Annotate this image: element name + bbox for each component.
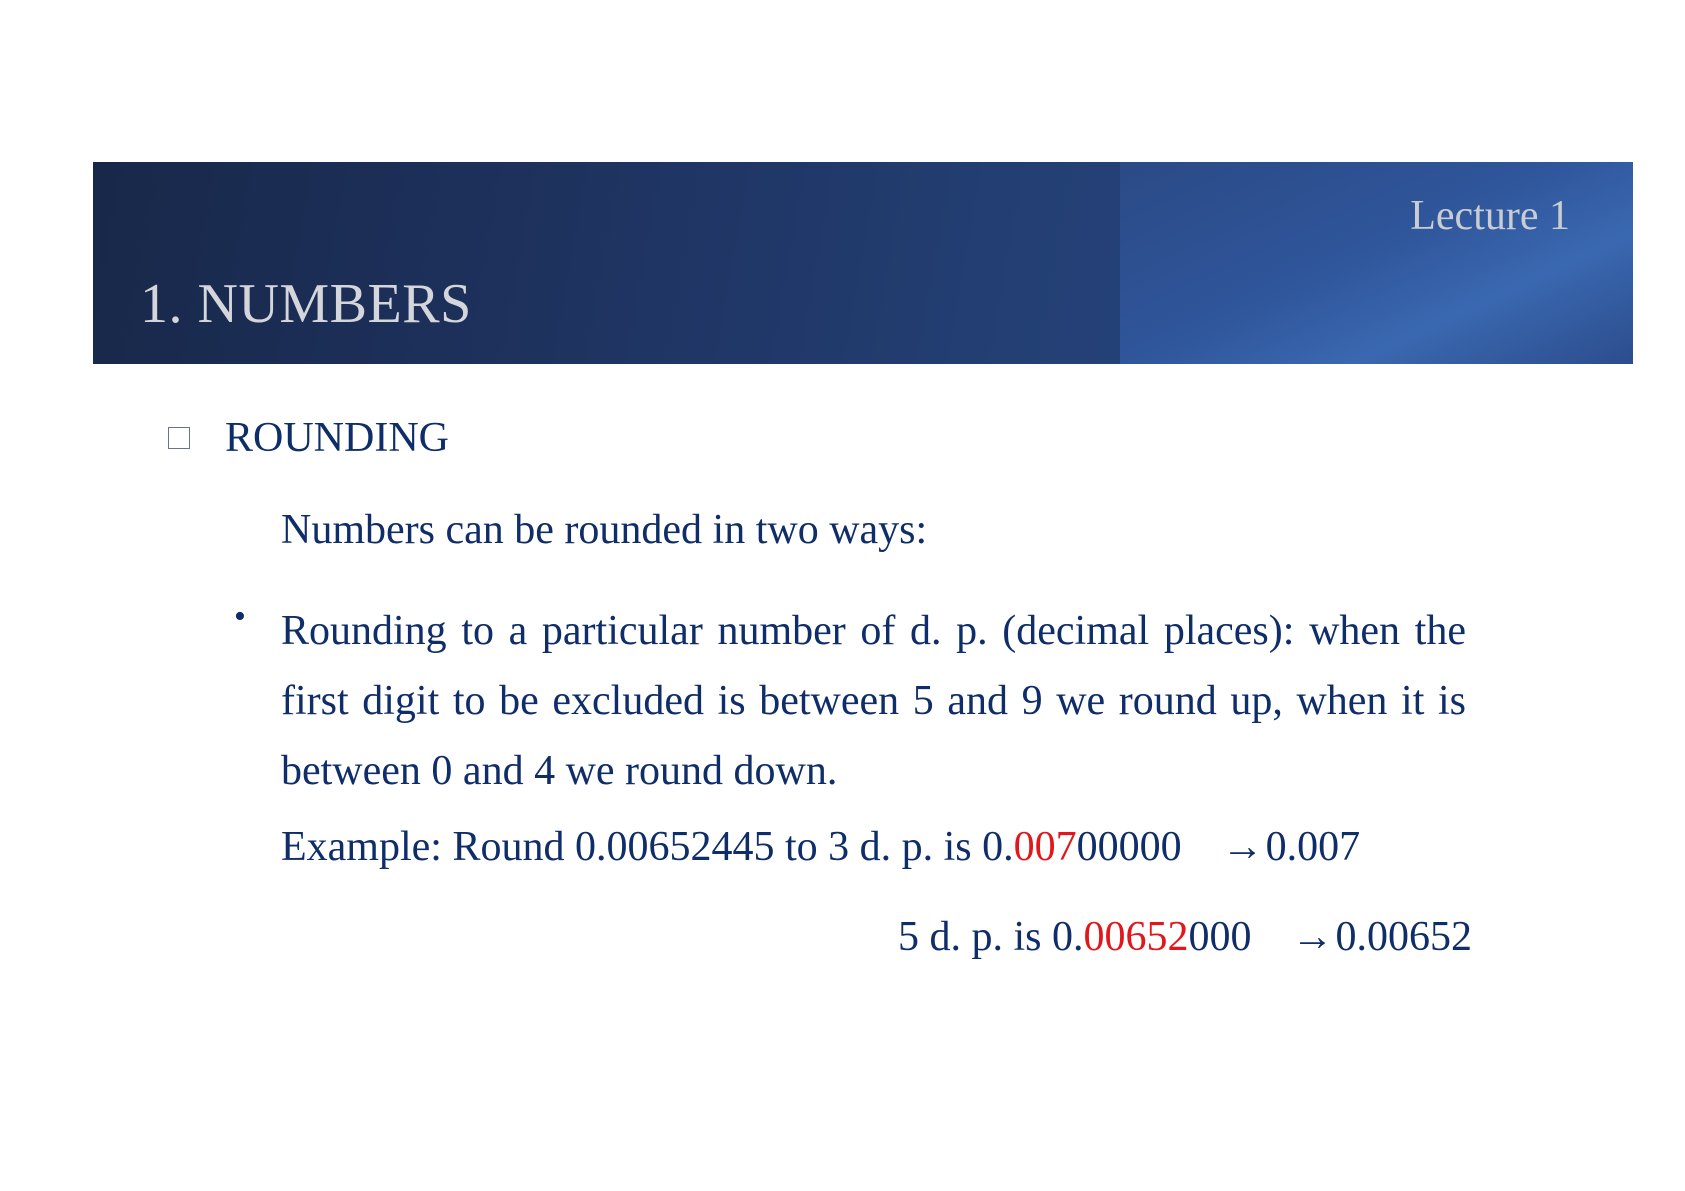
example-2-result: 0.00652 bbox=[1335, 914, 1473, 960]
example-2-rest: 000 bbox=[1188, 914, 1252, 960]
right-arrow-icon: → bbox=[1221, 824, 1264, 870]
example-2-prefix: 5 d. p. is 0. bbox=[898, 914, 1084, 960]
header-banner bbox=[93, 162, 1633, 364]
example-line-2 bbox=[898, 913, 1472, 961]
example-2-highlight: 00652 bbox=[1083, 914, 1189, 960]
slide-title: 1. NUMBERS bbox=[140, 273, 472, 335]
example-1-prefix: Example: Round 0.00652445 to 3 d. p. is 0. bbox=[281, 824, 1014, 870]
example-1-rest: 00000 bbox=[1076, 824, 1182, 870]
example-1-result: 0.007 bbox=[1265, 824, 1361, 870]
example-line-1 bbox=[281, 823, 1360, 871]
section-heading bbox=[168, 414, 449, 462]
empty-square-icon bbox=[168, 427, 190, 449]
intro-text: Numbers can be rounded in two ways: bbox=[281, 507, 928, 553]
bullet-paragraph: Rounding to a particular number of d. p. (decimal places): when the first digit to be excluded is between 5 and 9 we round up, when it is between 0 and 4 we round down. bbox=[281, 608, 1466, 794]
section-heading-text: ROUNDING bbox=[225, 415, 449, 461]
bullet-marker: • bbox=[234, 598, 246, 635]
example-1-highlight: 007 bbox=[1013, 824, 1077, 870]
right-arrow-icon: → bbox=[1291, 914, 1334, 960]
lecture-label: Lecture 1 bbox=[1410, 193, 1570, 239]
